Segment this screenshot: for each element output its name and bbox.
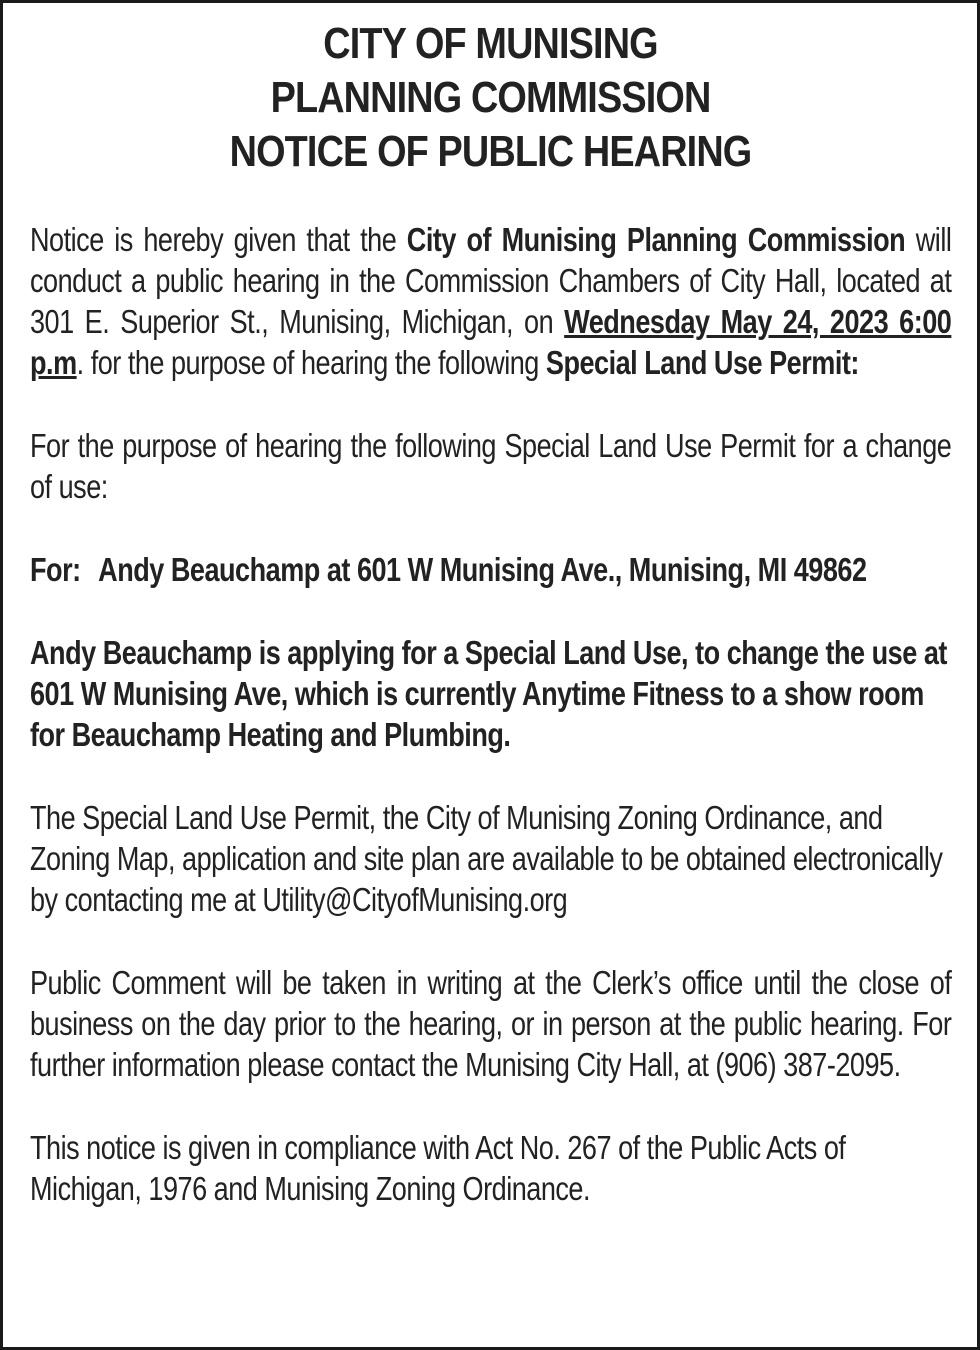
intro-text-3: . for the purpose of hearing the following — [76, 344, 546, 381]
intro-text-1: Notice is hereby given that the — [30, 221, 407, 258]
purpose-paragraph: For the purpose of hearing the following Special Land Use Permit for a change of use: — [30, 427, 952, 505]
hearing-date: Wednesday May 24, 2023 6:00 p.m — [30, 303, 952, 381]
heading-line-commission: PLANNING COMMISSION — [270, 73, 711, 122]
permit-type: Special Land Use Permit: — [545, 344, 859, 381]
compliance-paragraph: This notice is given in compliance with Act No. 267 of the Public Acts of Michigan, 1976 and Munising Zoning Ordinance. — [30, 1129, 846, 1207]
for-label: For: — [30, 551, 81, 588]
heading-line-notice: NOTICE OF PUBLIC HEARING — [229, 127, 752, 176]
application-description: Andy Beauchamp is applying for a Special Land Use, to change the use at 601 W Munising Ave, which is currently Anytime Fitness to a show room for Beauchamp Heating and Plumbing. — [30, 634, 947, 753]
applicant-line — [30, 549, 951, 590]
availability-paragraph: The Special Land Use Permit, the City of Munising Zoning Ordinance, and Zoning Map, application and site plan are available to be obtained electronically by contacting me at Utility@CityofMunising.org — [30, 799, 943, 918]
notice-heading — [94, 17, 886, 179]
heading-line-city: CITY OF MUNISING — [323, 19, 658, 68]
intro-text-2: will conduct a public hearing in the Commission Chambers of City Hall, located at 301 E. Superior St., Munising, Michigan, on — [30, 221, 952, 340]
intro-paragraph — [30, 219, 951, 383]
commission-name: City of Munising Planning Commission — [406, 221, 906, 258]
public-comment-paragraph: Public Comment will be taken in writing at the Clerk’s office until the close of business on the day prior to the hearing, or in person at the public hearing. For further information please contact the Munising City Hall, at (906) 387-2095. — [30, 964, 952, 1083]
applicant-address: Andy Beauchamp at 601 W Munising Ave., Munising, MI 49862 — [98, 551, 867, 588]
